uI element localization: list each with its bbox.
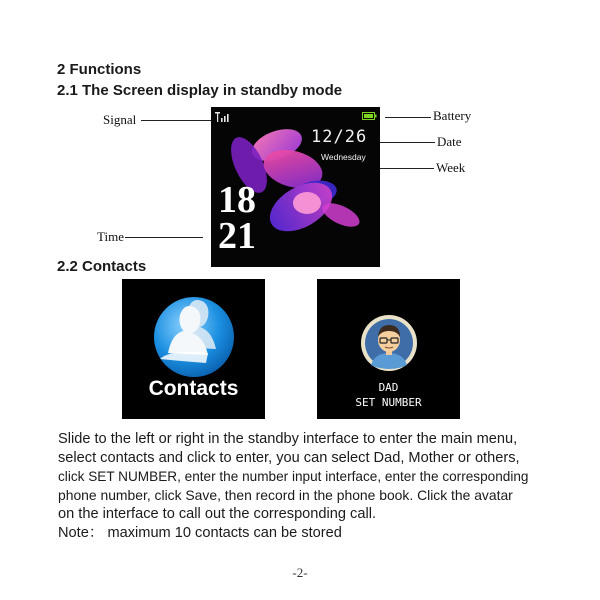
standby-heading: 2.1 The Screen display in standby mode (57, 82, 343, 99)
section-heading: 2 Functions (57, 61, 142, 78)
time-callout-line (125, 237, 203, 238)
set-number-button[interactable]: SET NUMBER (355, 396, 422, 409)
instruction-paragraph (58, 430, 588, 543)
dad-contact-screen[interactable] (317, 279, 460, 419)
standby-screen[interactable] (211, 107, 380, 267)
contacts-title: Contacts (148, 377, 239, 400)
date-callout-line (380, 142, 435, 143)
battery-icon (362, 112, 377, 120)
contacts-icon (146, 287, 242, 379)
contacts-heading: 2.2 Contacts (57, 258, 147, 275)
contacts-screen[interactable] (122, 279, 265, 419)
paragraph-line: select contacts and click to enter, you can select Dad, Mother or others, (58, 449, 520, 466)
week-label: Week (436, 160, 466, 175)
note-line: Note： maximum 10 contacts can be stored (58, 524, 342, 541)
dad-avatar-icon[interactable] (359, 313, 419, 373)
battery-callout-line (385, 117, 431, 118)
signal-label: Signal (103, 112, 137, 127)
paragraph-line: on the interface to call out the corresponding call. (58, 506, 377, 523)
paragraph-line: click SET NUMBER, enter the number input interface, enter the corresponding (58, 468, 529, 484)
date-label: Date (437, 134, 462, 149)
page-number: -2- (292, 565, 308, 580)
battery-label: Battery (433, 108, 472, 123)
time-label: Time (97, 229, 124, 244)
week-callout-line (380, 168, 434, 169)
weekday-text: Wednesday (321, 152, 366, 162)
date-text: 12/26 (311, 127, 368, 147)
time-hour: 18 (218, 179, 256, 221)
signal-icon (215, 112, 231, 122)
contact-name: DAD (378, 381, 399, 394)
time-minute: 21 (218, 215, 256, 257)
paragraph-line: Slide to the left or right in the standby interface to enter the main menu, (58, 431, 518, 447)
signal-callout-line (141, 120, 213, 121)
paragraph-line: phone number, click Save, then record in the phone book. Click the avatar (58, 487, 513, 504)
